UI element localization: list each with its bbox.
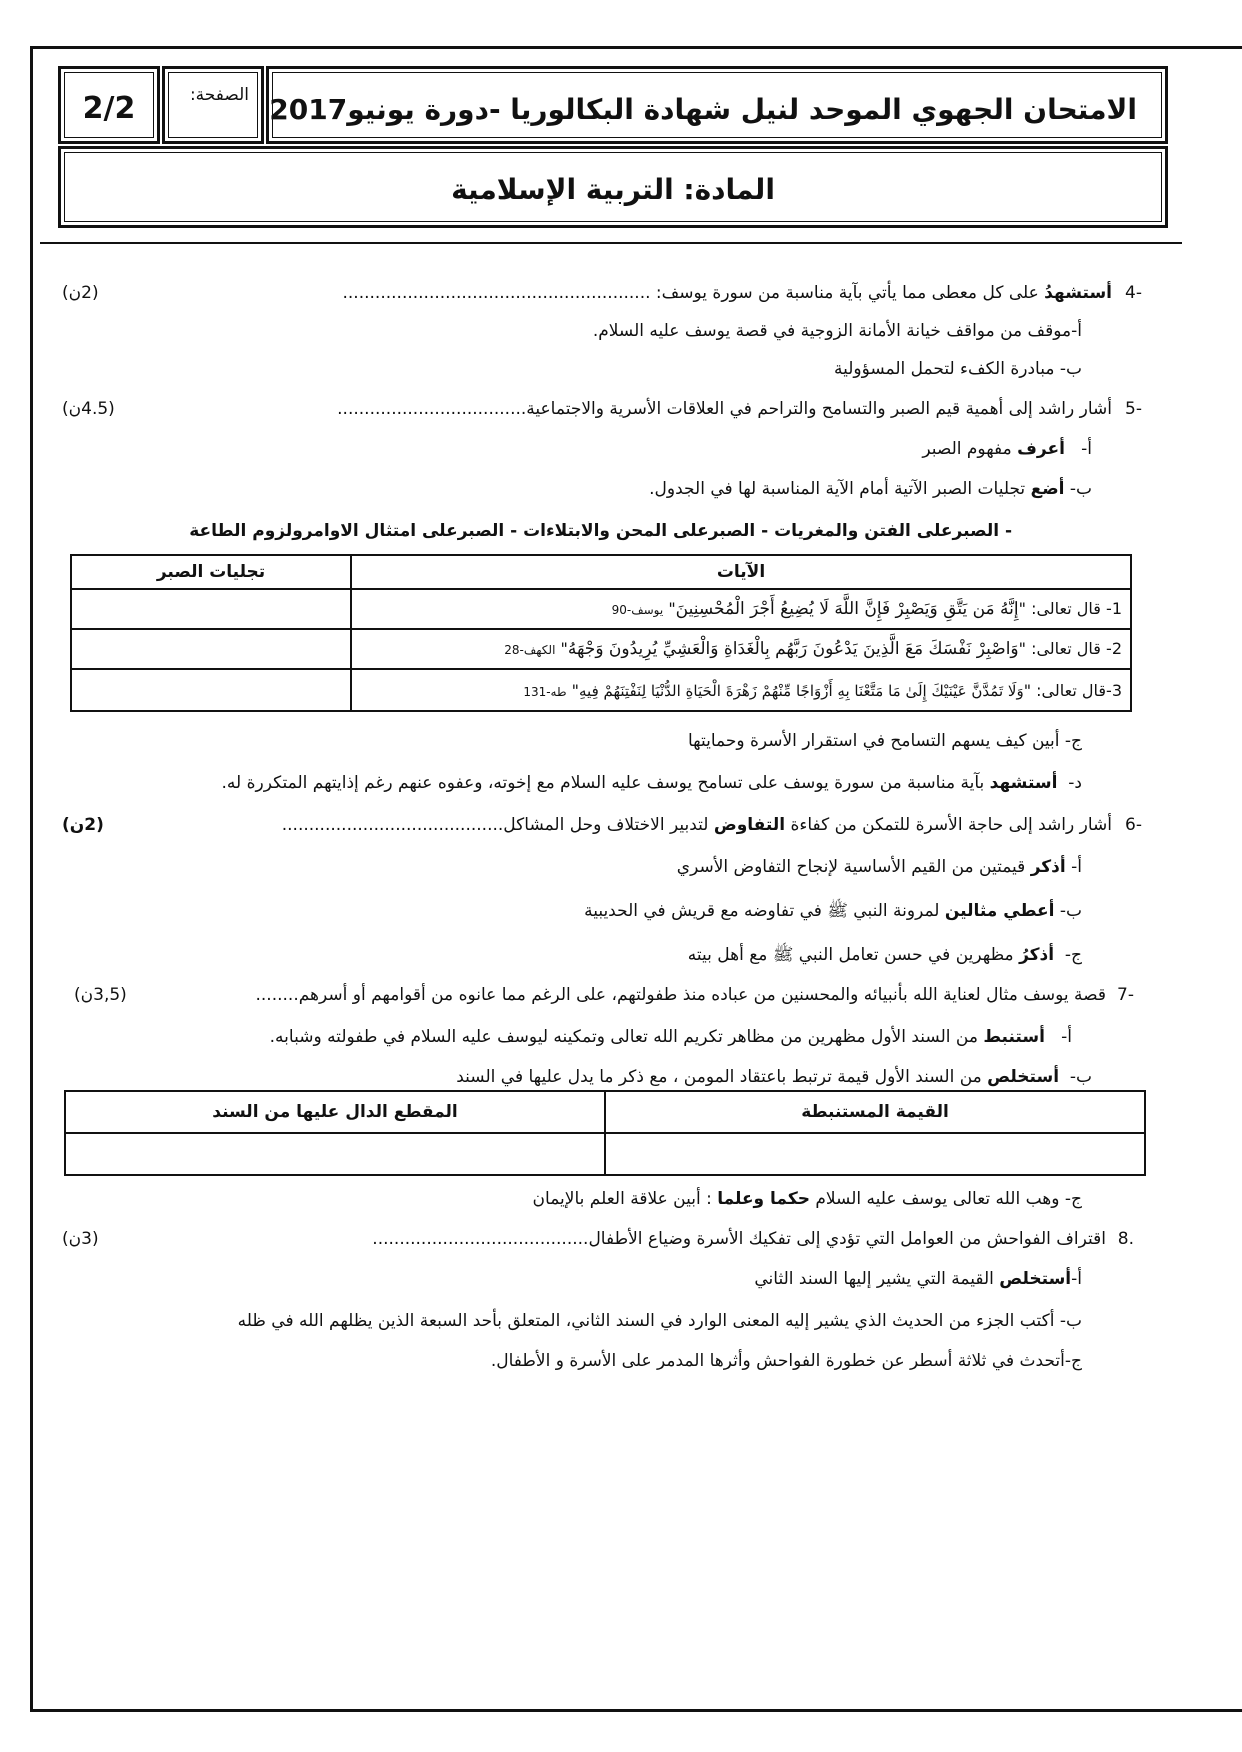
verse-text: إِنَّهُ مَن يَتَّقِ وَيَصْبِرْ فَإِنَّ اللَّهَ لَا يُضِيعُ أَجْرَ الْمُحْسِنِينَ xyxy=(675,599,1019,619)
q5-number: -5 xyxy=(1125,399,1142,419)
q5-item-b: ب- أضع تجليات الصبر الآتية أمام الآية المناسبة لها في الجدول. xyxy=(649,479,1092,499)
answer-cell[interactable] xyxy=(71,669,351,711)
q4-number: -4 xyxy=(1125,283,1142,303)
q8-stem: اقتراف الفواحش من العوامل التي تؤدي إلى تفكيك الأسرة وضياع الأطفال........................................ xyxy=(372,1229,1106,1249)
q7-stem: قصة يوسف مثال لعناية الله بأنبيائه والمحسنين من عباده منذ طفولتهم، على الرغم مما عانوه من أقوامهم أو أسرهم........ xyxy=(255,985,1106,1005)
answer-cell[interactable] xyxy=(71,589,351,629)
q6-item-a: أ- أذكر قيمتين من القيم الأساسية لإنجاح التفاوض الأسري xyxy=(676,857,1082,877)
page-label-box xyxy=(162,66,264,144)
page-label: الصفحة: xyxy=(189,85,249,105)
q7-item-a: أ- أستنبط من السند الأول مظهرين من مظاهر تكريم الله تعالى وتمكينه ليوسف عليه السلام في طفولته وشبابه. xyxy=(269,1027,1072,1047)
table-row: 1- قال تعالى: "إِنَّهُ مَن يَتَّقِ وَيَصْبِرْ فَإِنَّ اللَّهَ لَا يُضِيعُ أَجْرَ الْمُحْسِنِينَ" يوسف-90 xyxy=(71,589,1131,629)
q6-item-b: ب- أعطي مثالين لمرونة النبي ﷺ في تفاوضه مع قريش في الحديبية xyxy=(584,901,1082,921)
q7-item-b: ب- أستخلص من السند الأول قيمة ترتبط باعتقاد المومن ، مع ذكر ما يدل عليها في السند xyxy=(456,1067,1092,1087)
q7-col-excerpt: المقطع الدال عليها من السند xyxy=(65,1091,605,1133)
q5-points: (4.5ن) xyxy=(62,399,115,419)
q5-item-a: أ- أعرف مفهوم الصبر xyxy=(922,439,1092,459)
q5-col-manifest: تجليات الصبر xyxy=(71,555,351,589)
q6-stem: أشار راشد إلى حاجة الأسرة للتمكن من كفاءة التفاوض لتدبير الاختلاف وحل المشاكل......................................... xyxy=(281,815,1112,835)
q5-item-d: د- أستشهد بآية مناسبة من سورة يوسف على تسامح يوسف عليه السلام مع إخوته، وعفوه عنهم رغم إذايتهم المتكررة له. xyxy=(221,773,1082,793)
header-divider xyxy=(40,242,1182,244)
subject-title: المادة: التربية الإسلامية xyxy=(451,173,775,206)
q4-stem: أستشهدُ على كل معطى مما يأتي بآية مناسبة من سورة يوسف: ......................................................... xyxy=(342,283,1112,303)
exam-title-box xyxy=(266,66,1168,144)
q8-item-c: ج-أتحدث في ثلاثة أسطر عن خطورة الفواحش وأثرها المدمر على الأسرة و الأطفال. xyxy=(490,1351,1082,1371)
q7-points: (3,5ن) xyxy=(74,985,127,1005)
page-number: 2/2 xyxy=(82,91,136,126)
table-row xyxy=(65,1133,1145,1175)
answer-cell[interactable] xyxy=(71,629,351,669)
q7-table xyxy=(64,1090,1146,1176)
page-number-box xyxy=(58,66,160,144)
verse-text: وَاصْبِرْ نَفْسَكَ مَعَ الَّذِينَ يَدْعُونَ رَبَّهُم بِالْغَدَاةِ وَالْعَشِيِّ يُرِيدُونَ وَجْهَهُ xyxy=(567,639,1019,659)
verse-ref: طه-131 xyxy=(523,684,567,699)
excerpt-cell[interactable] xyxy=(65,1133,605,1175)
q6-number: -6 xyxy=(1125,815,1142,835)
table-row: 3-قال تعالى: "وَلَا تَمُدَّنَّ عَيْنَيْكَ إِلَىٰ مَا مَتَّعْنَا بِهِ أَزْوَاجًا مِّنْهُمْ زَهْرَةَ الْحَيَاةِ الدُّنْيَا لِنَفْتِنَهُمْ فِيهِ" طه-131 xyxy=(71,669,1131,711)
verse-ref: الكهف-28 xyxy=(504,643,556,657)
q8-item-a: أ-أستخلص القيمة التي يشير إليها السند الثاني xyxy=(754,1269,1082,1289)
table-row: 2- قال تعالى: "وَاصْبِرْ نَفْسَكَ مَعَ الَّذِينَ يَدْعُونَ رَبَّهُم بِالْغَدَاةِ وَالْعَشِيِّ يُرِيدُونَ وَجْهَهُ" الكهف-28 xyxy=(71,629,1131,669)
q8-points: (3ن) xyxy=(62,1229,99,1249)
verse-text: وَلَا تَمُدَّنَّ عَيْنَيْكَ إِلَىٰ مَا مَتَّعْنَا بِهِ أَزْوَاجًا مِّنْهُمْ زَهْرَةَ الْحَيَاةِ الدُّنْيَا لِنَفْتِنَهُمْ فِيهِ xyxy=(579,681,1024,700)
q5-col-verses: الآيات xyxy=(351,555,1131,589)
q8-item-b: ب- أكتب الجزء من الحديث الذي يشير إليه المعنى الوارد في السند الثاني، المتعلق بأحد السبعة الذين يظلهم الله في ظله xyxy=(237,1311,1082,1331)
q7-col-value: القيمة المستنبطة xyxy=(605,1091,1145,1133)
verse-ref: يوسف-90 xyxy=(611,603,664,617)
q6-item-c: ج- أذكرُ مظهرين في حسن تعامل النبي ﷺ مع أهل بيته xyxy=(687,945,1082,965)
value-cell[interactable] xyxy=(605,1133,1145,1175)
q4-points: (2ن) xyxy=(62,283,99,303)
q4-item-b: ب- مبادرة الكفء لتحمل المسؤولية xyxy=(833,359,1082,379)
q8-number: .8 xyxy=(1117,1229,1134,1249)
q5-table xyxy=(70,554,1132,712)
q5-stem: أشار راشد إلى أهمية قيم الصبر والتسامح والتراحم في العلاقات الأسرية والاجتماعية................................... xyxy=(337,399,1112,419)
q6-points: (2ن) xyxy=(62,815,104,835)
q4-item-a: أ-موقف من مواقف خيانة الأمانة الزوجية في قصة يوسف عليه السلام. xyxy=(592,321,1082,341)
subject-box xyxy=(58,146,1168,228)
q5-options: - الصبرعلى الفتن والمغريات - الصبرعلى المحن والابتلاءات - الصبرعلى امتثال الاوامرولزوم الطاعة xyxy=(189,521,1012,541)
q7-number: -7 xyxy=(1117,985,1134,1005)
exam-title: الامتحان الجهوي الموحد لنيل شهادة البكالوريا -دورة يونيو2017 xyxy=(269,93,1137,126)
q7-item-c: ج- وهب الله تعالى يوسف عليه السلام حكما وعلما : أبين علاقة العلم بالإيمان xyxy=(532,1189,1082,1209)
q5-item-c: ج- أبين كيف يسهم التسامح في استقرار الأسرة وحمايتها xyxy=(687,731,1082,751)
